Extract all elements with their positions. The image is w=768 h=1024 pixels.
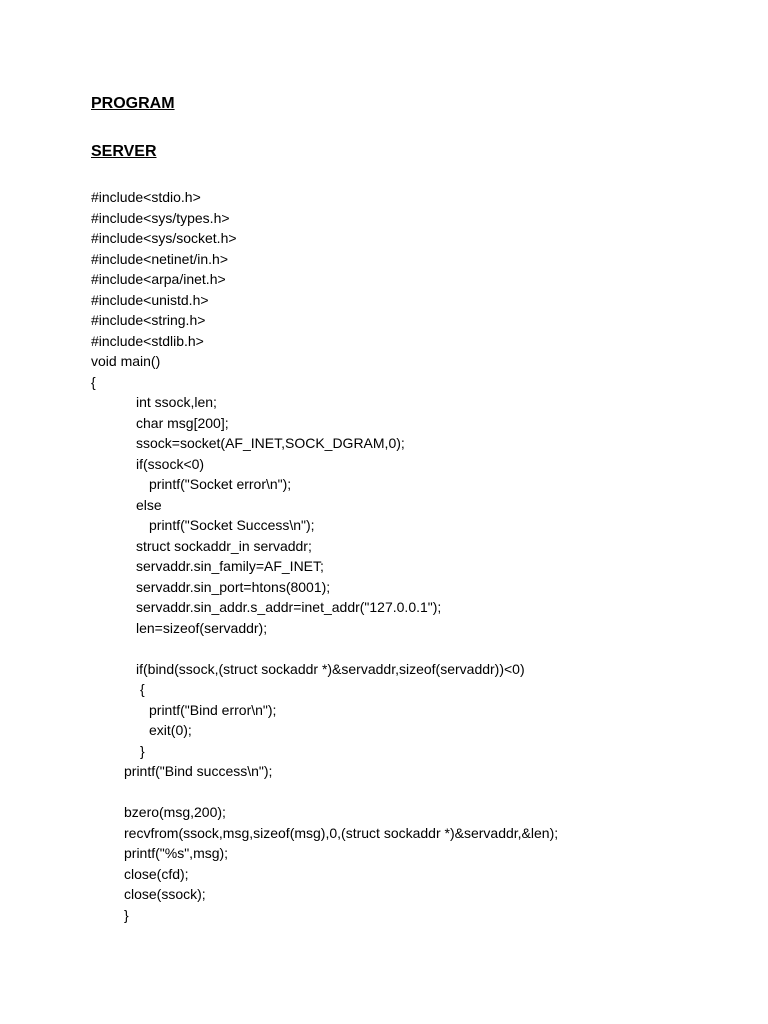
code-line: #include<string.h>	[91, 312, 206, 328]
code-line: printf("Bind success\n");	[124, 763, 273, 779]
code-line: #include<sys/types.h>	[91, 209, 230, 226]
code-line: #include<netinet/in.h>	[91, 250, 228, 267]
code-line: char msg[200];	[136, 414, 229, 431]
code-line: servaddr.sin_addr.s_addr=inet_addr("127.0.0.1");	[136, 599, 442, 615]
code-line: }	[140, 742, 145, 759]
code-line: ssock=socket(AF_INET,SOCK_DGRAM,0);	[136, 435, 405, 451]
code-line: #include<stdlib.h>	[91, 332, 204, 349]
code-line: exit(0);	[149, 722, 192, 738]
server-heading: SERVER	[91, 143, 157, 160]
code-line: {	[140, 681, 145, 697]
code-line: else	[136, 496, 162, 513]
code-line: if(ssock<0)	[136, 455, 205, 472]
code-line: close(cfd);	[124, 865, 189, 882]
code-line: #include<stdio.h>	[91, 189, 201, 205]
code-line: #include<arpa/inet.h>	[91, 271, 226, 287]
code-line: recvfrom(ssock,msg,sizeof(msg),0,(struct sockaddr *)&servaddr,&len);	[124, 824, 559, 841]
code-line: bzero(msg,200);	[124, 804, 226, 820]
code-line: printf("%s",msg);	[124, 845, 229, 861]
code-listing	[91, 187, 751, 925]
code-line: struct sockaddr_in servaddr;	[136, 537, 312, 554]
code-line: printf("Socket Success\n");	[149, 517, 315, 533]
code-line: int ssock,len;	[136, 394, 217, 410]
code-line: servaddr.sin_port=htons(8001);	[136, 578, 331, 595]
code-line: void main()	[91, 353, 161, 369]
code-line: if(bind(ssock,(struct sockaddr *)&servaddr,sizeof(servaddr))<0)	[136, 660, 525, 677]
code-line: len=sizeof(servaddr);	[136, 619, 268, 636]
code-line: close(ssock);	[124, 886, 206, 902]
program-heading: PROGRAM	[91, 95, 175, 112]
code-line: #include<sys/socket.h>	[91, 230, 237, 246]
code-line: {	[91, 373, 96, 390]
code-line: }	[124, 906, 129, 923]
code-line	[91, 638, 751, 659]
code-line: printf("Bind error\n");	[149, 701, 277, 718]
code-line	[91, 782, 751, 803]
code-line: #include<unistd.h>	[91, 291, 209, 308]
code-line: printf("Socket error\n");	[149, 476, 292, 492]
code-line: servaddr.sin_family=AF_INET;	[136, 558, 324, 574]
